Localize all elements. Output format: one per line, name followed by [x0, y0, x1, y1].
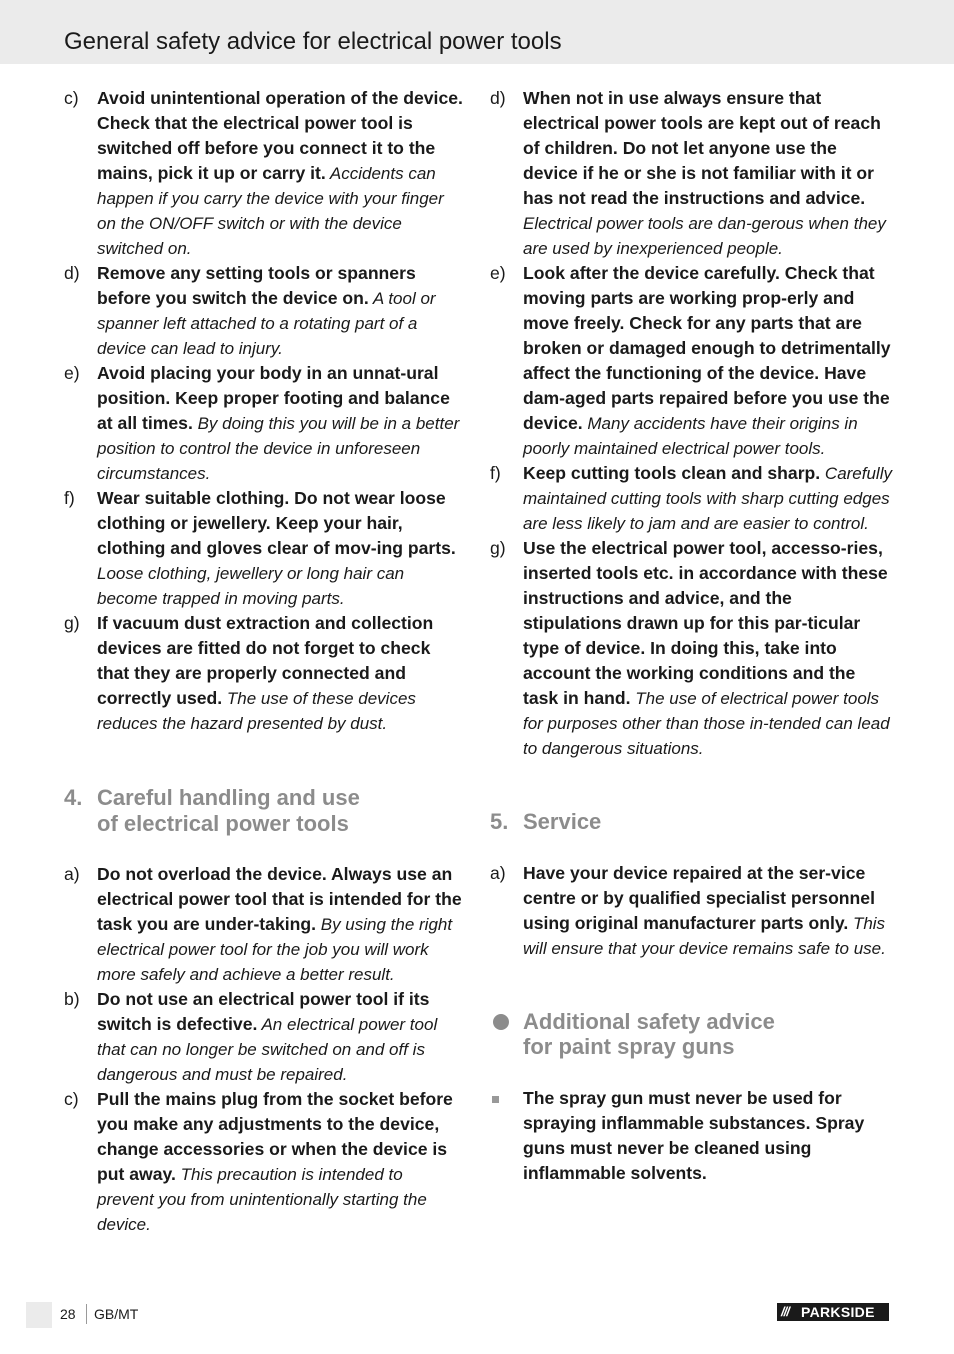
list-item — [490, 536, 892, 761]
brand-logo — [777, 1303, 889, 1321]
item-instruction: If vacuum dust extraction and collection devices are fitted do not forget to check that they are properly connected and correctly used. — [97, 613, 434, 708]
section-heading — [490, 1009, 892, 1060]
list-item — [490, 861, 892, 961]
item-letter: a) — [64, 864, 80, 884]
section-title-line: Careful handling and use — [97, 785, 360, 810]
item-letter: d) — [490, 88, 506, 108]
item-explanation: This will ensure that your device remains safe to use. — [523, 913, 886, 958]
footer-divider — [86, 1304, 87, 1324]
section-heading — [64, 785, 464, 836]
item-explanation: The use of electrical power tools for purposes other than those in-tended can lead to dangerous situations. — [523, 689, 890, 758]
item-instruction: Do not overload the device. Always use an electrical power tool that is intended for the task you are under-taking. — [97, 864, 462, 934]
item-letter: g) — [490, 538, 506, 558]
list-item — [64, 486, 464, 611]
section-title-line: Service — [523, 809, 602, 834]
item-instruction: Keep cutting tools clean and sharp. — [523, 463, 821, 483]
page-number: 28 — [60, 1306, 76, 1322]
section-title-line: of electrical power tools — [97, 810, 349, 836]
section-number: 4. — [64, 785, 83, 810]
item-explanation: Loose clothing, jewellery or long hair can become trapped in moving parts. — [97, 564, 405, 608]
item-explanation: This precaution is intended to prevent you from unintentionally starting the device. — [97, 1165, 427, 1234]
item-instruction: Have your device repaired at the ser-vice centre or by qualified specialist personnel using original manufacturer parts only. — [523, 862, 875, 933]
item-instruction: Look after the device carefully. Check that moving parts are working prop-erly and move freely. Check for any parts that are broken or damaged enough to detrimentally affect the functioning of the device. Have dam-aged parts repaired before you use the device. — [523, 263, 891, 433]
list-item — [64, 1087, 464, 1237]
item-letter: e) — [64, 363, 80, 383]
list-item — [64, 611, 464, 736]
item-instruction: Do not use an electrical power tool if its switch is defective. — [97, 989, 430, 1034]
list-item — [490, 261, 892, 461]
item-instruction: Remove any setting tools or spanners before you switch the device on. — [97, 263, 416, 308]
item-explanation: Accidents can happen if you carry the device with your finger on the ON/OFF switch or with the device switched on. — [97, 164, 444, 258]
item-explanation: Electrical power tools are dan-gerous when they are used by inexperienced people. — [523, 214, 886, 258]
brand-stripes-icon: /// — [781, 1304, 789, 1319]
item-instruction: Wear suitable clothing. Do not wear loose clothing or jewellery. Keep your hair, clothing and gloves clear of mov-ing parts. — [97, 488, 456, 558]
list-item — [490, 86, 892, 261]
square-bullet-icon — [492, 1096, 499, 1103]
brand-name: PARKSIDE — [801, 1304, 875, 1320]
item-instruction: Avoid placing your body in an unnat-ural position. Keep proper footing and balance at all times. — [97, 363, 450, 433]
page-header — [0, 0, 954, 64]
item-explanation: Many accidents have their origins in poorly maintained electrical power tools. — [523, 414, 858, 458]
language-code: GB/MT — [94, 1306, 139, 1322]
item-instruction: Avoid unintentional operation of the device. Check that the electrical power tool is switched off before you connect it to the mains, pick it up or carry it. — [97, 88, 463, 183]
right-column — [490, 86, 892, 1186]
footer-marker — [26, 1302, 52, 1328]
item-letter: d) — [64, 263, 80, 283]
item-letter: g) — [64, 613, 80, 633]
item-letter: c) — [64, 88, 79, 108]
item-letter: b) — [64, 989, 80, 1009]
item-instruction: The spray gun must never be used for spraying inflammable substances. Spray guns must never be cleaned using inflammable solvents. — [523, 1087, 865, 1183]
item-explanation: By doing this you will be in a better position to control the device in unforeseen circumstances. — [97, 414, 460, 483]
bullet-item — [490, 1086, 892, 1186]
left-column — [64, 86, 464, 1237]
item-letter: c) — [64, 1089, 79, 1109]
item-letter: f) — [490, 463, 501, 483]
list-item — [64, 261, 464, 361]
item-instruction: When not in use always ensure that electrical power tools are kept out of reach of children. Do not let anyone use the device if he or she is not familiar with it or has not read the instructions and advice. — [523, 88, 881, 208]
item-explanation: A tool or spanner left attached to a rotating part of a device can lead to injury. — [97, 289, 436, 358]
bullet-dot-icon — [493, 1014, 509, 1030]
item-letter: a) — [490, 862, 506, 883]
section-title-line: Additional safety advice — [523, 1008, 775, 1034]
item-explanation: Carefully maintained cutting tools with sharp cutting edges are less likely to jam and are easier to control. — [523, 464, 892, 533]
list-item — [64, 361, 464, 486]
section-number: 5. — [490, 809, 509, 834]
page-title: General safety advice for electrical power tools — [64, 28, 562, 55]
section-heading — [490, 809, 892, 835]
item-instruction: Use the electrical power tool, accesso-ries, inserted tools etc. in accordance with these instructions and advice, and the stipulations drawn up for this par-ticular type of device. In doing this, take into account the working conditions and the task in hand. — [523, 538, 888, 708]
list-item — [64, 86, 464, 261]
item-letter: e) — [490, 263, 506, 283]
item-instruction: Pull the mains plug from the socket before you make any adjustments to the device, change accessories or when the device is put away. — [97, 1089, 453, 1184]
item-explanation: By using the right electrical power tool for the job you will work more safely and achieve a better result. — [97, 915, 453, 984]
section-title-line: for paint spray guns — [523, 1034, 735, 1059]
item-letter: f) — [64, 488, 75, 508]
list-item — [64, 862, 464, 987]
item-explanation: The use of these devices reduces the hazard presented by dust. — [97, 689, 416, 733]
list-item — [64, 987, 464, 1087]
item-explanation: An electrical power tool that can no longer be switched on and off is dangerous and must be repaired. — [97, 1015, 438, 1084]
list-item — [490, 461, 892, 536]
